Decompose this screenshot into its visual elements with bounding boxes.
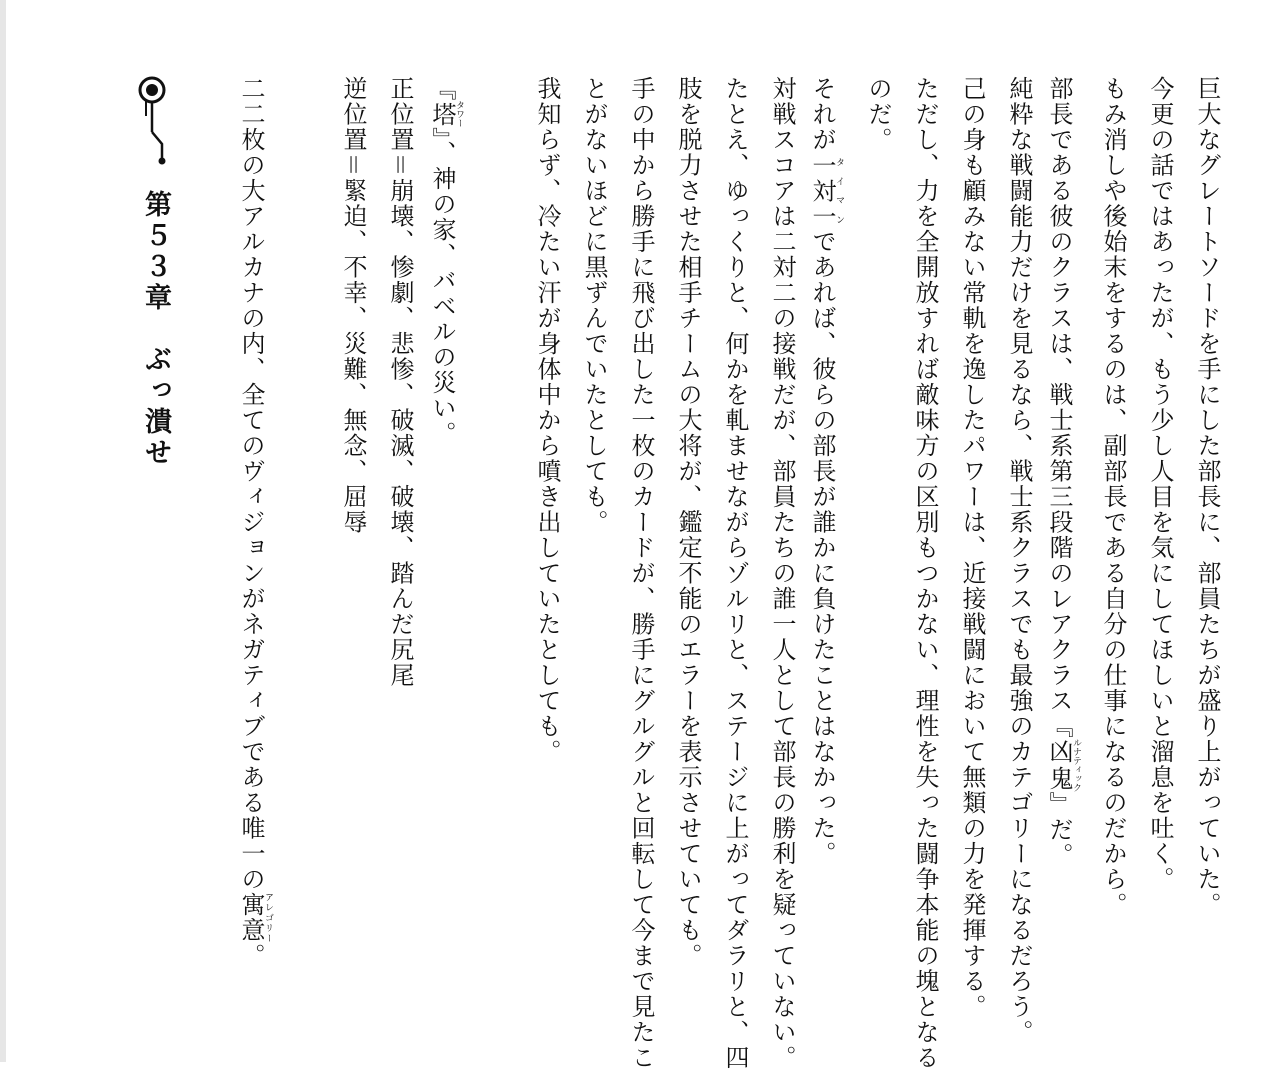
page-edge — [0, 0, 6, 1062]
story-line-9-post: であれば、彼らの部長が誰かに負けたことはなかった。 — [808, 229, 836, 867]
story-line-4-post: 』だ。 — [1045, 791, 1073, 868]
story-line-5: 純粋な戦闘能力だけを見るなら、戦士系クラスでも最強のカテゴリーになるだろう。 — [1005, 76, 1033, 1045]
tarot-name-post: 』、神の家、バベルの災い。 — [428, 127, 456, 447]
story-line-9-pre: それが — [808, 76, 836, 153]
story-line-12: 肢を脱力させた相手チームの大将が、鑑定不能のエラーを表示させていても。 — [674, 76, 702, 969]
story-line-4-pre: 部長である彼のクラスは、戦士系第三段階のレアクラス『 — [1045, 76, 1073, 739]
ruby-lunatic-reading: ルナティック — [1071, 738, 1081, 793]
story-line-14: とがないほどに黒ずんでいたとしても。 — [580, 76, 608, 535]
ruby-taiman-base: 一対一 — [808, 152, 836, 229]
story-line-15: 我知らず、冷たい汗が身体中から噴き出していたとしても。 — [533, 76, 561, 765]
story-line-11: たとえ、ゆっくりと、何かを軋ませながらゾルリと、ステージに上がってダラリと、四 — [721, 76, 749, 1071]
ruby-taiman-reading: タイマン — [834, 152, 844, 229]
story-line-4 — [1045, 76, 1081, 868]
ruby-tower — [428, 100, 464, 128]
tarot-upright-line: 正位置＝崩壊、惨劇、悲惨、破滅、破壊、踏んだ尻尾 — [386, 76, 414, 688]
story-line-7: ただし、力を全開放すれば敵味方の区別もつかない、理性を失った闘争本能の塊となる — [911, 76, 939, 1071]
ruby-allegory-base: 寓意 — [237, 892, 265, 943]
ruby-lunatic-base: 凶鬼 — [1045, 738, 1073, 793]
tarot-vision-pre: 二二枚の大アルカナの内、全てのヴィジョンがネガティブである唯一の — [237, 76, 265, 892]
tarot-name-pre: 『 — [428, 76, 456, 102]
ruby-allegory — [237, 892, 273, 943]
tarot-name-line — [428, 76, 464, 447]
story-line-3: もみ消しや後始末をするのは、副部長である自分の仕事になるのだから。 — [1099, 76, 1127, 918]
circuit-ornament-icon — [138, 76, 172, 168]
ruby-lunatic — [1045, 738, 1081, 793]
ruby-taiman — [808, 152, 844, 230]
ruby-allegory-reading: アレゴリー — [263, 892, 273, 943]
story-line-2: 今更の話ではあったが、もう少し人目を気にしてほしいと溜息を吐く。 — [1146, 76, 1174, 892]
story-line-9 — [808, 76, 844, 867]
tarot-vision-line — [237, 76, 273, 969]
ruby-tower-reading: タワー — [454, 100, 464, 128]
story-line-1: 巨大なグレートソードを手にした部長に、部員たちが盛り上がっていた。 — [1193, 76, 1221, 918]
story-line-6: 己の身も顧みない常軌を逸したパワーは、近接戦闘において無類の力を発揮する。 — [958, 76, 986, 1020]
tarot-reversed-line: 逆位置＝緊迫、不幸、災難、無念、屈辱 — [339, 76, 367, 535]
chapter-title: 第５３章 ぶっ潰せ — [140, 190, 171, 469]
story-line-10: 対戦スコアは二対二の接戦だが、部員たちの誰一人として部長の勝利を疑っていない。 — [768, 76, 796, 1071]
story-line-8: のだ。 — [864, 76, 892, 153]
ruby-tower-base: 塔 — [428, 100, 456, 128]
tarot-vision-post: 。 — [237, 943, 265, 969]
story-line-13: 手の中から勝手に飛び出した一枚のカードが、勝手にグルグルと回転して今まで見たこ — [627, 76, 655, 1071]
